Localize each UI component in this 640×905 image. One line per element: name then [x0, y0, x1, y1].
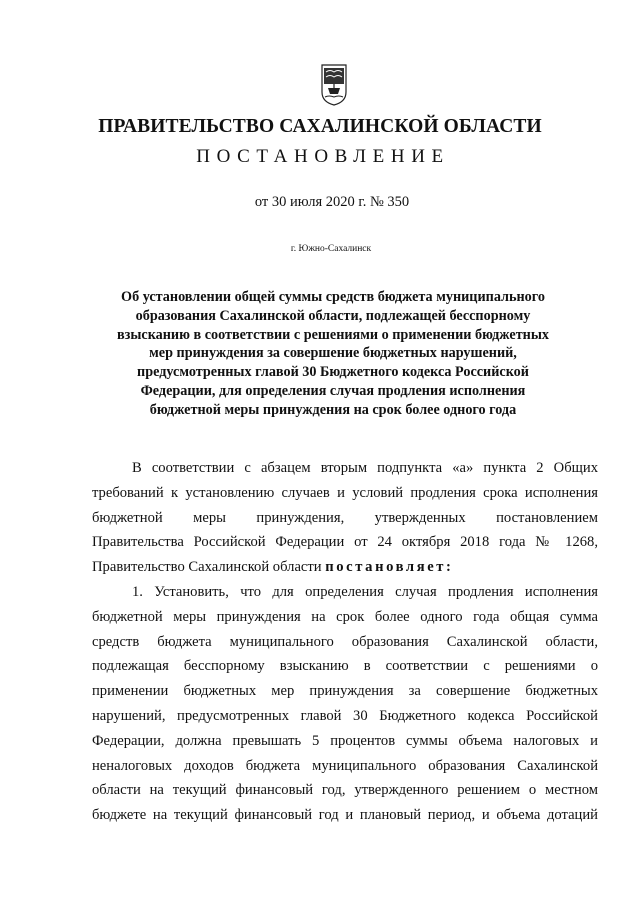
document-body — [92, 456, 598, 828]
clause-line: бюджетной меры принуждения на срок более одного года общая сумма — [92, 608, 598, 625]
subject-line: Федерации, для определения случая продления исполнения — [140, 382, 526, 399]
document-subject — [96, 288, 570, 420]
subject-line: образования Сахалинской области, подлежащей бесспорному — [135, 307, 531, 324]
preamble-decree-line — [92, 555, 598, 580]
preamble-line: В соответствии с абзацем вторым подпункта «а» пункта 2 Общих — [132, 460, 598, 476]
decree-word: постановляет: — [325, 559, 454, 576]
document-city: г. Южно-Сахалинск — [290, 244, 372, 254]
subject-line: предусмотренных главой 30 Бюджетного кодекса Российской — [137, 364, 529, 381]
subject-line: Об установлении общей суммы средств бюджета муниципального — [121, 289, 545, 305]
clause-line: 1. Установить, что для определения случая продления исполнения — [132, 583, 598, 600]
subject-line: бюджетной меры принуждения на срок более одного года — [149, 401, 517, 418]
clause-line: применении бюджетных мер принуждения за совершение бюджетных — [92, 683, 598, 700]
clause-line: области на текущий финансовый год, утвержденного решением о местном — [92, 782, 598, 799]
preamble-line: требований к установлению случаев и условий продления срока исполнения — [92, 484, 598, 501]
clause-line: подлежащая бесспорному взысканию в соответствии с решениями о — [92, 658, 598, 675]
document-date-number: от 30 июля 2020 г. № 350 — [254, 194, 410, 210]
subject-line: мер принуждения за совершение бюджетных нарушений, — [149, 345, 517, 362]
preamble-last-text: Правительство Сахалинской области — [92, 559, 326, 576]
preamble-line: бюджетной меры принуждения, утвержденных постановлением — [92, 509, 598, 526]
subject-line: взысканию в соответствии с решениями о применении бюджетных — [116, 326, 550, 343]
clause-line: Федерации, должна превышать 5 процентов суммы объема налоговых и — [92, 732, 598, 749]
clause-line: средств бюджета муниципального образования Сахалинской области, — [92, 633, 598, 650]
clause-line: неналоговых доходов бюджета муниципального образования Сахалинской — [92, 757, 598, 774]
sakhalin-coat-of-arms-icon — [320, 64, 348, 106]
clause-line: нарушений, предусмотренных главой 30 Бюджетного кодекса Российской — [92, 707, 598, 724]
preamble-line: Правительства Российской Федерации от 24 октября 2018 года № 1268, — [92, 534, 598, 551]
government-title: ПРАВИТЕЛЬСТВО САХАЛИНСКОЙ ОБЛАСТИ — [98, 116, 542, 137]
document-type: ПОСТАНОВЛЕНИЕ — [196, 146, 450, 167]
clause-line: бюджете на текущий финансовый год и плановый период, и объема дотаций — [92, 807, 598, 824]
